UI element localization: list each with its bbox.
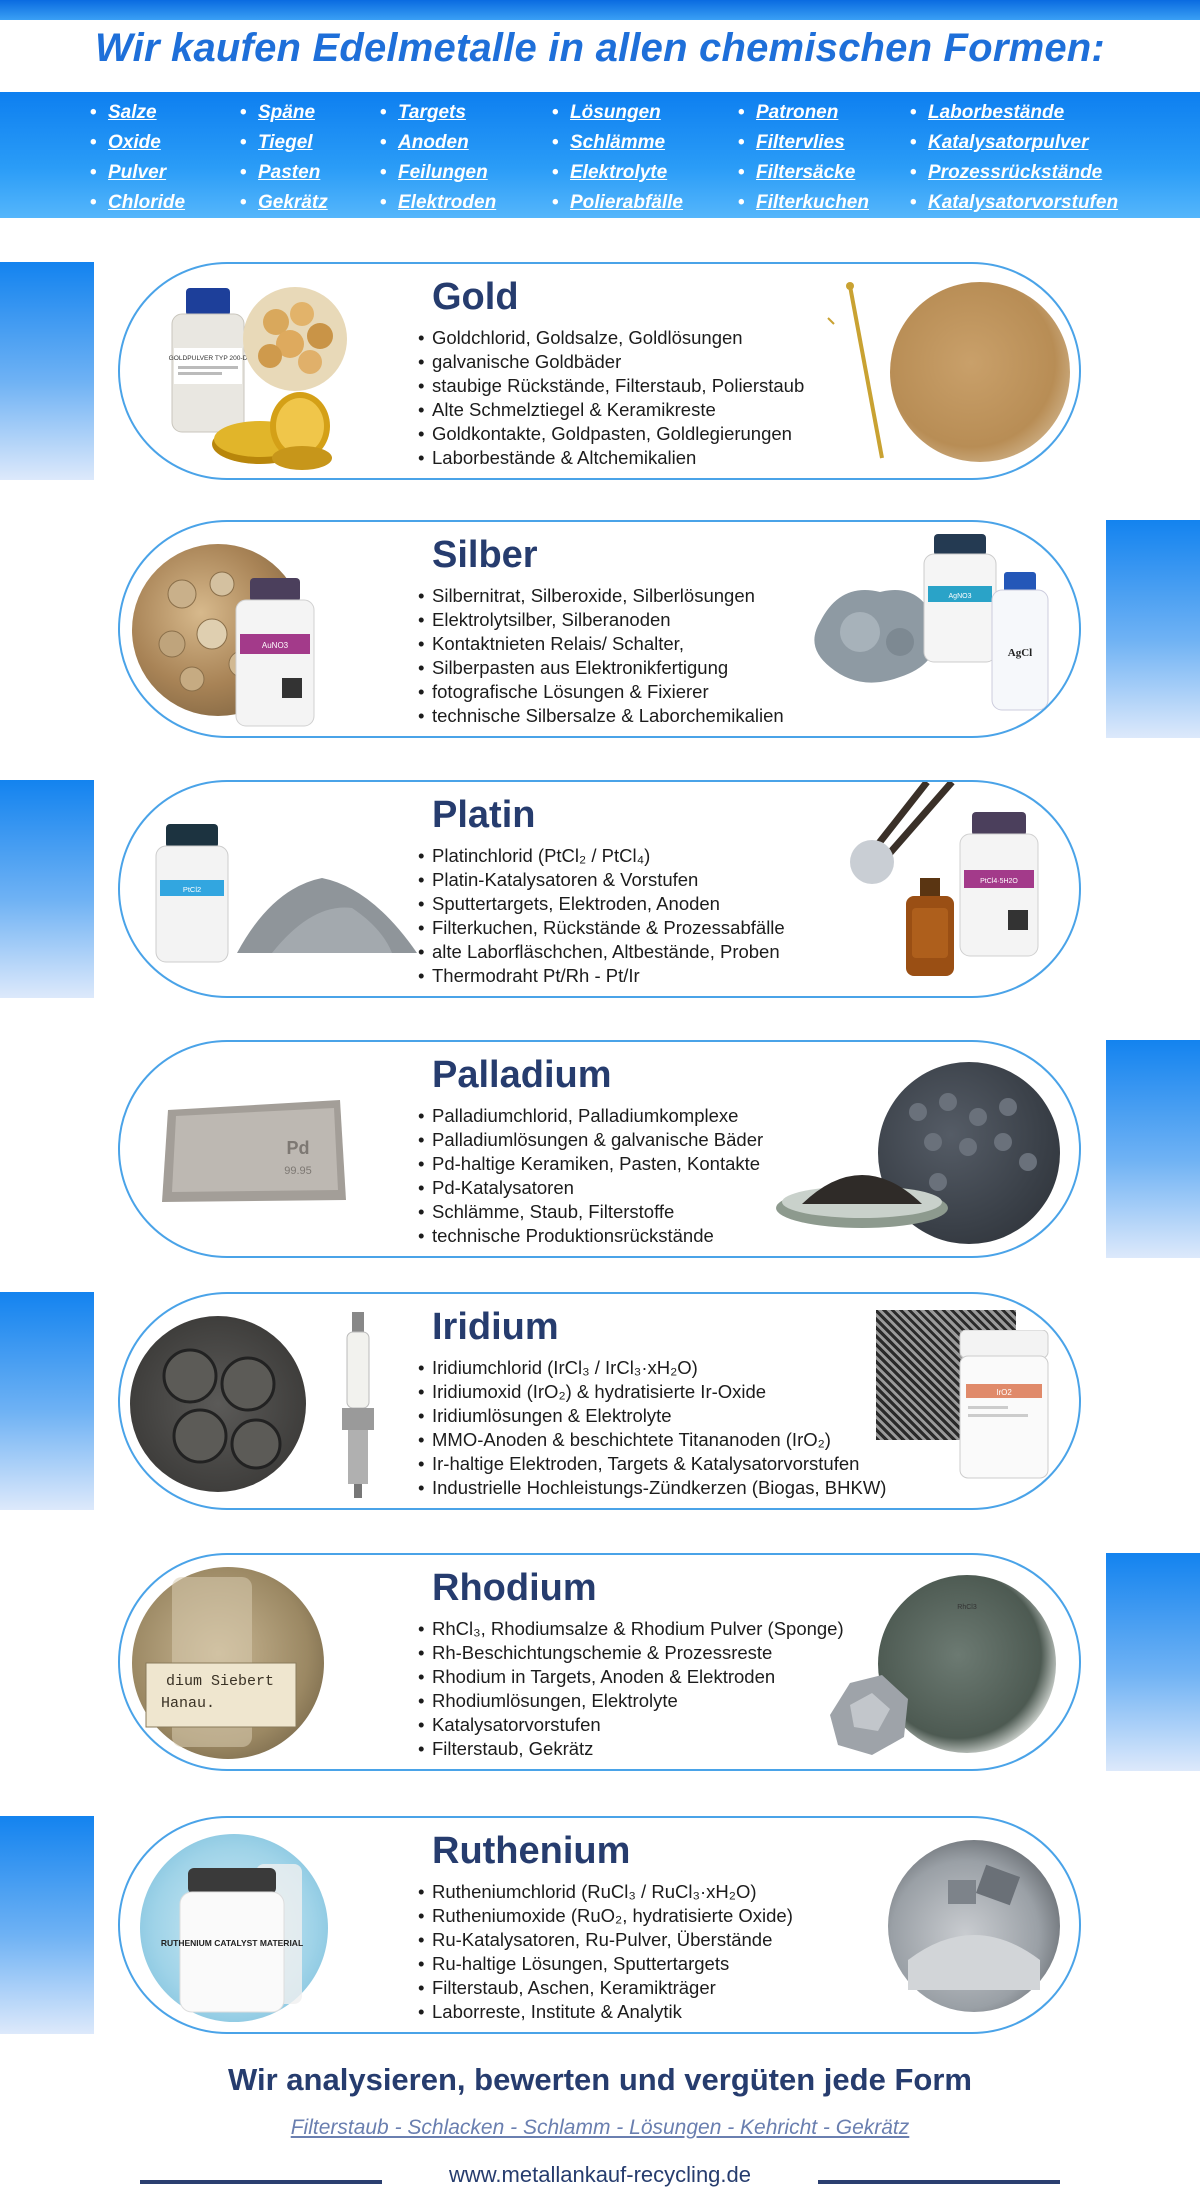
metal-item-list	[418, 1617, 844, 1761]
list-item: • Goldkontakte, Goldpasten, Goldlegierungen	[418, 422, 804, 446]
list-item: • Pd-haltige Keramiken, Pasten, Kontakte	[418, 1152, 763, 1176]
list-item: • Filterstaub, Gekrätz	[418, 1737, 844, 1761]
list-item: • Palladiumlösungen & galvanische Bäder	[418, 1128, 763, 1152]
palladium-dish-image	[772, 1152, 952, 1232]
platinum-jar-image	[152, 824, 232, 964]
category-column-1	[90, 98, 185, 218]
silver-jar-image	[232, 578, 318, 728]
side-accent-left	[0, 262, 94, 480]
iridium-oxide-jar-image	[954, 1330, 1054, 1480]
jar-label: RUTHENIUM CATALYST MATERIAL	[160, 1938, 304, 1948]
list-item: • alte Laborfläschchen, Altbestände, Proben	[418, 940, 785, 964]
list-item: • Pd-Katalysatoren	[418, 1176, 763, 1200]
side-accent-left	[0, 1292, 94, 1510]
list-item: • Silberpasten aus Elektronikfertigung	[418, 656, 784, 680]
category-link[interactable]: • Tiegel	[240, 128, 328, 158]
bar-purity: 99.95	[284, 1165, 312, 1177]
list-item: • Rhodium in Targets, Anoden & Elektroden	[418, 1665, 844, 1689]
jar-label: GOLDPULVER TYP 200-D	[168, 355, 248, 362]
category-link[interactable]: • Gekrätz	[240, 188, 328, 218]
list-item: • MMO-Anoden & beschichtete Titananoden (IrO₂)	[418, 1428, 886, 1452]
category-link[interactable]: • Chloride	[90, 188, 185, 218]
rhodium-vintage-bottle-image	[132, 1567, 324, 1759]
category-link[interactable]: • Späne	[240, 98, 328, 128]
dish-label: RhCl3	[957, 1604, 977, 1611]
metal-title: Palladium	[432, 1054, 612, 1096]
category-column-5	[738, 98, 869, 218]
list-item: • Silbernitrat, Silberoxide, Silberlösungen	[418, 584, 784, 608]
jar-label: IrO2	[996, 1388, 1012, 1397]
list-item: • Goldchlorid, Goldsalze, Goldlösungen	[418, 326, 804, 350]
list-item: • technische Silbersalze & Laborchemikalien	[418, 704, 784, 728]
list-item: • Platinchlorid (PtCl₂ / PtCl₄)	[418, 844, 785, 868]
website-link[interactable]: www.metallankauf-recycling.de	[448, 2162, 752, 2187]
list-item: • staubige Rückstände, Filterstaub, Polierstaub	[418, 374, 804, 398]
side-accent-right	[1106, 1553, 1200, 1771]
list-item: • Platin-Katalysatoren & Vorstufen	[418, 868, 785, 892]
metal-item-list	[418, 1104, 763, 1248]
category-link[interactable]: • Lösungen	[552, 98, 683, 128]
platinum-powder-pile-image	[232, 858, 422, 958]
silver-chloride-bottle-image	[988, 572, 1052, 712]
category-link[interactable]: • Katalysatorpulver	[910, 128, 1118, 158]
metal-title: Iridium	[432, 1306, 559, 1348]
category-link[interactable]: • Elektrolyte	[552, 158, 683, 188]
category-link[interactable]: • Katalysatorvorstufen	[910, 188, 1118, 218]
list-item: • Rutheniumoxide (RuO₂, hydratisierte Oxide)	[418, 1904, 793, 1928]
list-item: • Ru-Katalysatoren, Ru-Pulver, Überstände	[418, 1928, 793, 1952]
metal-card-platin	[118, 780, 1081, 998]
list-item: • Sputtertargets, Elektroden, Anoden	[418, 892, 785, 916]
jar-label: AuNO3	[261, 641, 289, 650]
category-link[interactable]: • Pulver	[90, 158, 185, 188]
metal-title: Silber	[432, 534, 538, 576]
list-item: • Laborbestände & Altchemikalien	[418, 446, 804, 470]
list-item: • Ru-haltige Lösungen, Sputtertargets	[418, 1952, 793, 1976]
list-item: • fotografische Lösungen & Fixierer	[418, 680, 784, 704]
category-link[interactable]: • Targets	[380, 98, 496, 128]
metal-item-list	[418, 844, 785, 988]
list-item: • Schlämme, Staub, Filterstoffe	[418, 1200, 763, 1224]
bottle-label: dium Siebert	[165, 1673, 275, 1690]
metal-card-gold	[118, 262, 1081, 480]
list-item: • Laborreste, Institute & Analytik	[418, 2000, 793, 2024]
footer-subtitle-link[interactable]: Filterstaub - Schlacken - Schlamm - Lösungen - Kehricht - Gekrätz	[290, 2116, 910, 2139]
category-column-4	[552, 98, 683, 218]
category-link[interactable]: • Laborbestände	[910, 98, 1118, 128]
list-item: • Rhodiumlösungen, Elektrolyte	[418, 1689, 844, 1713]
list-item: • Rutheniumchlorid (RuCl₃ / RuCl₃·xH₂O)	[418, 1880, 793, 1904]
metal-card-iridium	[118, 1292, 1081, 1510]
amber-bottle-image	[902, 878, 958, 978]
ruthenium-powder-image	[888, 1840, 1060, 2012]
category-link[interactable]: • Filtervlies	[738, 128, 869, 158]
jar-label: PtCl2	[182, 885, 202, 894]
side-accent-right	[1106, 520, 1200, 738]
category-link[interactable]: • Feilungen	[380, 158, 496, 188]
metal-item-list	[418, 326, 804, 470]
category-link[interactable]: • Salze	[90, 98, 185, 128]
list-item: • Iridiumchlorid (IrCl₃ / IrCl₃·xH₂O)	[418, 1356, 886, 1380]
category-column-6	[910, 98, 1118, 218]
side-accent-left	[0, 780, 94, 998]
list-item: • Kontaktnieten Relais/ Schalter,	[418, 632, 784, 656]
category-link[interactable]: • Polierabfälle	[552, 188, 683, 218]
metal-card-ruthenium	[118, 1816, 1081, 2034]
gold-coins-image	[190, 384, 340, 474]
metal-title: Platin	[432, 794, 536, 836]
metal-item-list	[418, 1356, 886, 1500]
top-strip	[0, 0, 1200, 20]
category-column-2	[240, 98, 328, 218]
list-item: • Filterkuchen, Rückstände & Prozessabfälle	[418, 916, 785, 940]
category-column-3	[380, 98, 496, 218]
list-item: • Ir-haltige Elektroden, Targets & Katalysatorvorstufen	[418, 1452, 886, 1476]
metal-item-list	[418, 584, 784, 728]
iridium-electrodes-image	[130, 1316, 306, 1492]
side-accent-right	[1106, 1040, 1200, 1258]
list-item: • Filterstaub, Aschen, Keramikträger	[418, 1976, 793, 2000]
gold-granules-image	[240, 284, 350, 394]
list-item: • technische Produktionsrückstände	[418, 1224, 763, 1248]
platinum-chloride-jar-image	[956, 812, 1042, 958]
metal-card-rhodium	[118, 1553, 1081, 1771]
ruthenium-jar-image	[140, 1834, 328, 2022]
gold-powder-image	[890, 282, 1070, 462]
category-link[interactable]: • Filterkuchen	[738, 188, 869, 218]
category-link[interactable]: • Schlämme	[552, 128, 683, 158]
list-item: • RhCl₃, Rhodiumsalze & Rhodium Pulver (Sponge)	[418, 1617, 844, 1641]
footer-divider-right	[818, 2180, 1060, 2184]
list-item: • Iridiumlösungen & Elektrolyte	[418, 1404, 886, 1428]
category-link[interactable]: • Patronen	[738, 98, 869, 128]
list-item: • Thermodraht Pt/Rh - Pt/Ir	[418, 964, 785, 988]
metal-card-silber	[118, 520, 1081, 738]
category-link[interactable]: • Filtersäcke	[738, 158, 869, 188]
gold-rod-image	[820, 278, 890, 468]
jar-label: PtCl4·5H2O	[980, 878, 1018, 885]
metal-title: Gold	[432, 276, 519, 318]
bar-stamp: Pd	[286, 1138, 310, 1158]
page-title: Wir kaufen Edelmetalle in allen chemischen Formen:	[95, 26, 1105, 70]
list-item: • Rh-Beschichtungschemie & Prozessreste	[418, 1641, 844, 1665]
category-link[interactable]: • Elektroden	[380, 188, 496, 218]
list-item: • Katalysatorvorstufen	[418, 1713, 844, 1737]
list-item: • Palladiumchlorid, Palladiumkomplexe	[418, 1104, 763, 1128]
category-link[interactable]: • Oxide	[90, 128, 185, 158]
metal-title: Ruthenium	[432, 1830, 631, 1872]
metal-item-list	[418, 1880, 793, 2024]
footer-title: Wir analysieren, bewerten und vergüten jede Form	[228, 2062, 972, 2097]
list-item: • Iridiumoxid (IrO₂) & hydratisierte Ir-Oxide	[418, 1380, 886, 1404]
metal-card-palladium	[118, 1040, 1081, 1258]
metal-title: Rhodium	[432, 1567, 597, 1609]
category-link[interactable]: • Anoden	[380, 128, 496, 158]
list-item: • Alte Schmelztiegel & Keramikreste	[418, 398, 804, 422]
bottle-label: AgCl	[1007, 647, 1033, 659]
side-accent-left	[0, 1816, 94, 2034]
bottle-label: Hanau.	[160, 1695, 216, 1712]
palladium-bar-image	[158, 1090, 350, 1210]
spark-plug-image	[338, 1312, 378, 1502]
category-link[interactable]: • Prozessrückstände	[910, 158, 1118, 188]
jar-label: AgNO3	[948, 593, 972, 600]
list-item: • Industrielle Hochleistungs-Zündkerzen (Biogas, BHKW)	[418, 1476, 886, 1500]
category-band	[0, 92, 1200, 218]
category-link[interactable]: • Pasten	[240, 158, 328, 188]
rhodium-sponge-image	[820, 1665, 916, 1761]
list-item: • Elektrolytsilber, Silberanoden	[418, 608, 784, 632]
list-item: • galvanische Goldbäder	[418, 350, 804, 374]
